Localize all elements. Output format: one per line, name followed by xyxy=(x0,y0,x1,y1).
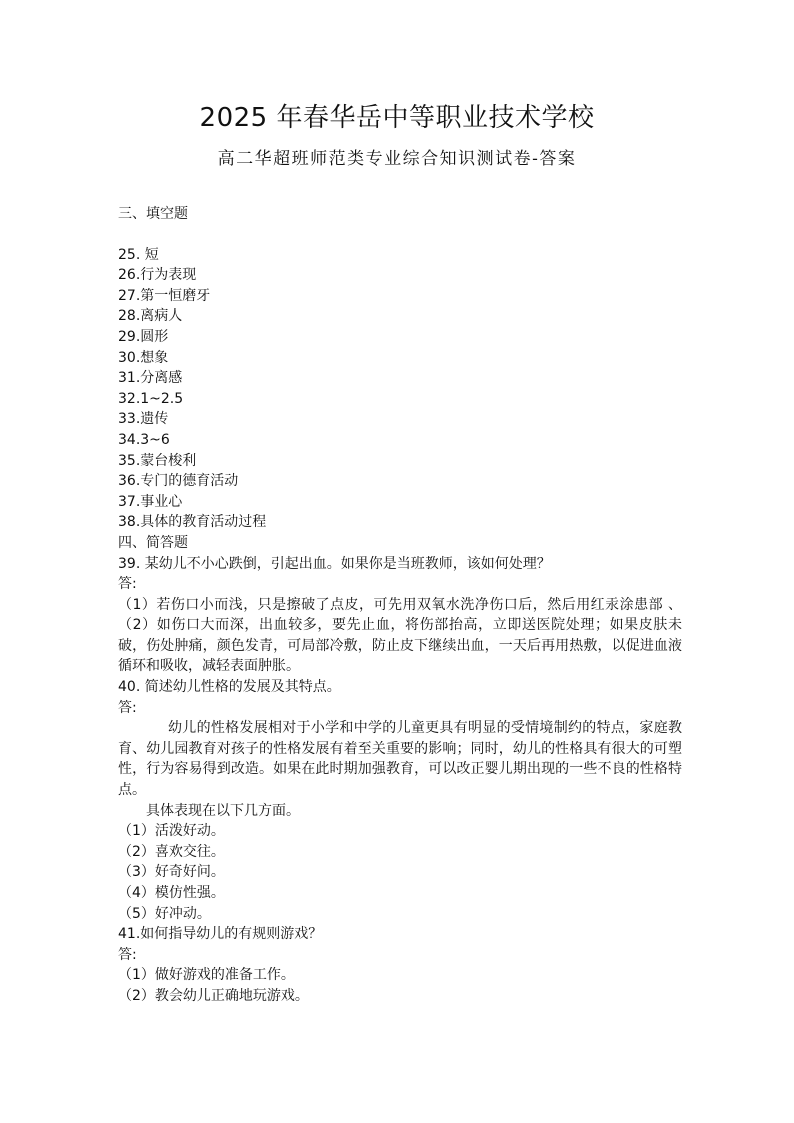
answer-41-point-1: （1）做好游戏的准备工作。 xyxy=(118,967,295,984)
document-body xyxy=(118,204,682,1007)
question-40: 40. 简述幼儿性格的发展及其特点。 xyxy=(118,679,341,696)
answer-28: 28.离病人 xyxy=(118,308,183,325)
answer-41-point-2: （2）教会幼儿正确地玩游戏。 xyxy=(118,987,309,1004)
document-title: 2025 年春华岳中等职业技术学校 xyxy=(199,103,595,133)
answer-30: 30.想象 xyxy=(118,349,169,366)
answer-36: 36.专门的德育活动 xyxy=(118,473,239,490)
answer-40-point-2: （2）喜欢交往。 xyxy=(118,843,225,860)
section-heading-short-answer: 四、简答题 xyxy=(118,534,188,551)
answer-25: 25. 短 xyxy=(118,246,159,263)
section-heading-fill-blank: 三、填空题 xyxy=(118,206,188,222)
answer-40-point-4: （4）模仿性强。 xyxy=(118,885,225,901)
answer-27: 27.第一恒磨牙 xyxy=(118,287,211,304)
question-41: 41.如何指导幼儿的有规则游戏？ xyxy=(118,926,323,943)
answer-31: 31.分离感 xyxy=(118,370,183,387)
answer-32: 32.1~2.5 xyxy=(118,390,184,407)
answer-29: 29.圆形 xyxy=(118,328,169,345)
answer-40-point-5: （5）好冲动。 xyxy=(118,905,211,922)
answer-38: 38.具体的教育活动过程 xyxy=(118,514,267,531)
answer-40-intro: 具体表现在以下几方面。 xyxy=(146,802,300,819)
question-39: 39. 某幼儿不小心跌倒，引起出血。如果你是当班教师，该如何处理？ xyxy=(118,555,551,572)
answer-label-41: 答: xyxy=(118,946,137,963)
answer-26: 26.行为表现 xyxy=(118,267,197,284)
document-subtitle: 高二华超班师范类专业综合知识测试卷-答案 xyxy=(217,149,577,169)
answer-34: 34.3~6 xyxy=(118,431,170,448)
answer-39-text: （1）若伤口小而浅，只是擦破了点皮，可先用双氧水洗净伤口后，然后用红汞涂患部 、（2）如伤口大而深，出血较多，要先止血，将伤部抬高，立即送医院处理；如果皮肤未破，伤处肿痛，颜色发青，可局部冷敷，防止皮下继续出血，一天后再用热敷，以促进血液循环和吸收，减轻表面肿胀。 xyxy=(118,596,682,675)
answer-40-point-3: （3）好奇好问。 xyxy=(118,864,225,881)
answer-40-paragraph: 幼儿的性格发展相对于小学和中学的儿童更具有明显的受情境制约的特点，家庭教育、幼儿园教育对孩子的性格发展有着至关重要的影响；同时，幼儿的性格具有很大的可塑性，行为容易得到改造。如果在此时期加强教育，可以改正婴儿期出现的一些不良的性格特点。 xyxy=(118,720,682,799)
answer-label-39: 答: xyxy=(118,576,137,593)
answer-33: 33.遗传 xyxy=(118,411,169,428)
answer-40-point-1: （1）活泼好动。 xyxy=(118,823,225,840)
answer-label-40: 答: xyxy=(118,699,137,716)
answer-37: 37.事业心 xyxy=(118,493,183,510)
answer-35: 35.蒙台梭利 xyxy=(118,452,197,469)
spacer xyxy=(118,225,682,245)
